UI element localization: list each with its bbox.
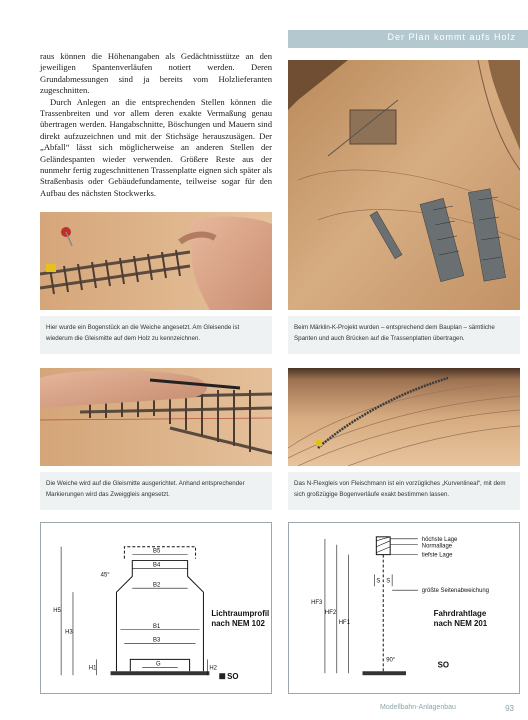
label-h3: H3 [65, 629, 73, 636]
label-s-left: S [376, 578, 381, 585]
paragraph-2: Durch Anlegen an die entsprechenden Stellen können die Trassenbreiten und vor allem deren exakte Vermaßung genau übertragen werden. Hangabschnitte, Böschungen und Mauern sind direkt aufzuzeichnen und mit der Stichsäge herauszusägen. Der „Abfall“ lässt sich möglicherweise an anderen Stellen der Geländespanten wieder verwenden. Größere Reste aus der nunmehr fertig zugeschnittenen Trassenplatte eignen sich später als Straßenbasis oder Gebäudefundamente, teilweise sogar für den Aufbau des nächsten Stockwerks. [40, 96, 272, 198]
label-b1: B1 [153, 623, 161, 630]
legend-highest: höchste Lage [421, 536, 458, 543]
label-hf1: HF1 [338, 619, 350, 626]
label-h2: H2 [209, 665, 217, 672]
label-angle-90: 90° [386, 657, 396, 664]
diagram2-title-line2: nach NEM 201 [433, 618, 488, 628]
label-g: G [156, 661, 161, 668]
label-hf2: HF2 [324, 609, 337, 616]
label-angle: 45° [100, 572, 110, 579]
running-header: Der Plan kommt aufs Holz [387, 32, 516, 42]
legend-normal: Normallage [421, 543, 453, 550]
caption-2: Beim Märklin-K-Projekt wurden – entsprechend dem Bauplan – sämtliche Spanten und auch Brücken auf die Trassenplatten übertragen. [294, 324, 495, 342]
label-so-2: SO [437, 660, 450, 670]
label-hf3: HF3 [311, 600, 323, 607]
label-so-1: SO [227, 672, 239, 682]
caption-box-4 [288, 472, 520, 510]
photo-maerklin-project [288, 60, 520, 310]
caption-box-2 [288, 316, 520, 354]
label-b4: B4 [153, 562, 161, 569]
photo-flex-track [288, 368, 520, 466]
paragraph-1: raus können die Höhenangaben als Gedächtnisstütze an den jeweiligen Spantenverläufen notiert werden. Deren Grundabmessungen sind ja bereits vom Holzlieferanten zugeschnitten. [40, 51, 272, 96]
diagram1-title-line2: nach NEM 102 [211, 618, 265, 628]
label-h1: H1 [88, 665, 97, 672]
photo-switch-marking [40, 212, 272, 310]
diagram-contact-wire [288, 522, 520, 694]
label-s-right: S [386, 578, 391, 585]
footer [380, 704, 520, 711]
legend-deviation: größte Seitenabweichung [421, 588, 489, 595]
diagram-clearance-profile [40, 522, 272, 694]
caption-box-3 [40, 472, 272, 510]
label-b3: B3 [153, 637, 161, 644]
page-number: 93 [505, 704, 514, 713]
body-text [40, 51, 272, 199]
label-h5: H5 [53, 607, 61, 614]
caption-3: Die Weiche wird auf die Gleismitte ausgerichtet. Anhand entsprechender Markierungen wird das Zweiggleis angesetzt. [46, 480, 245, 498]
caption-4: Das N-Flexgleis von Fleischmann ist ein vorzügliches „Kurvenlineal“, mit dem sich großzügige Bogenverläufe exakt bestimmen lassen. [294, 480, 506, 498]
diagram1-title-line1: Lichtraumprofil [211, 608, 270, 618]
caption-box-1 [40, 316, 272, 354]
header-bar [288, 30, 528, 48]
label-b5: B5 [153, 548, 161, 555]
label-b2: B2 [153, 582, 161, 589]
diagram2-title-line1: Fahrdrahtlage [433, 608, 487, 618]
photo-switch-alignment [40, 368, 272, 466]
caption-1: Hier wurde ein Bogenstück an die Weiche angesetzt. Am Gleisende ist wiederum die Gleismitte auf dem Holz zu kennzeichnen. [46, 324, 240, 342]
legend-lowest: tiefste Lage [421, 552, 453, 559]
footer-book-title: Modellbahn-Anlagenbau [380, 704, 456, 711]
